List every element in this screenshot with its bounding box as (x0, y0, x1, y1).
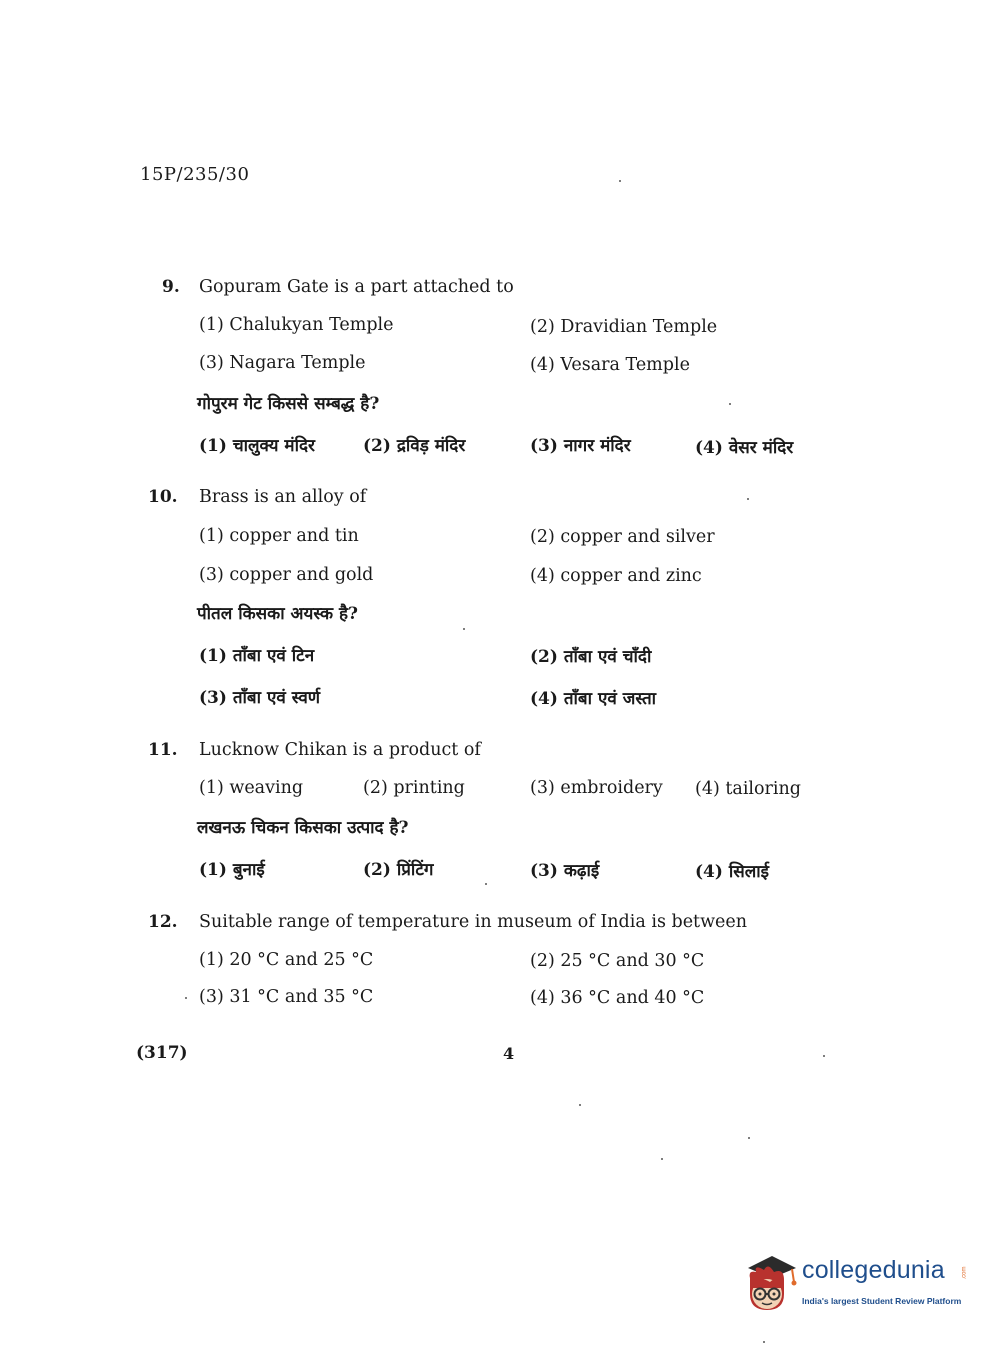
hindi-question-text: लखनऊ चिकन किसका उत्पाद है? (197, 818, 409, 838)
option-4: (4) Vesara Temple (530, 355, 690, 375)
option-3: (3) embroidery (530, 778, 663, 798)
option-1: (1) 20 °C and 25 °C (199, 950, 374, 970)
option-1: (1) weaving (199, 778, 304, 798)
question-number: 9. (162, 277, 180, 297)
mascot-icon (740, 1250, 800, 1318)
hindi-question-text: पीतल किसका अयस्क है? (197, 604, 358, 624)
hindi-option-4: (4) सिलाई (695, 862, 770, 882)
scan-speck (185, 997, 187, 999)
question-number: 12. (148, 912, 178, 932)
hindi-option-3: (3) नागर मंदिर (530, 436, 631, 456)
hindi-option-4: (4) वेसर मंदिर (695, 438, 794, 458)
option-2: (2) copper and silver (530, 527, 715, 547)
paper-code: 15P/235/30 (140, 164, 250, 185)
hindi-option-1: (1) बुनाई (199, 860, 265, 880)
scan-speck (579, 1104, 581, 1106)
logo-wordmark: collegedunia (802, 1256, 945, 1284)
logo-suffix: .com (961, 1266, 968, 1280)
hindi-option-3: (3) कढ़ाई (530, 861, 600, 881)
scan-speck (763, 1341, 765, 1343)
page-number: 4 (503, 1044, 515, 1063)
scan-speck (661, 1158, 663, 1160)
question-text: Suitable range of temperature in museum of India is between (199, 912, 748, 932)
scan-speck (823, 1055, 825, 1057)
booklet-code: (317) (136, 1043, 188, 1063)
option-2: (2) Dravidian Temple (530, 317, 718, 337)
option-3: (3) copper and gold (199, 565, 374, 585)
question-number: 10. (148, 487, 178, 507)
question-text: Lucknow Chikan is a product of (199, 740, 481, 760)
option-2: (2) 25 °C and 30 °C (530, 951, 705, 971)
option-3: (3) 31 °C and 35 °C (199, 987, 374, 1007)
option-1: (1) copper and tin (199, 526, 359, 546)
option-4: (4) copper and zinc (530, 566, 702, 586)
hindi-option-1: (1) चालुक्य मंदिर (199, 436, 315, 456)
collegedunia-logo (740, 1250, 970, 1322)
scan-speck (463, 628, 465, 630)
question-number: 11. (148, 740, 178, 760)
question-text: Gopuram Gate is a part attached to (199, 277, 514, 297)
scan-speck (748, 1137, 750, 1139)
scan-speck (485, 883, 487, 885)
hindi-option-2: (2) द्रविड़ मंदिर (363, 436, 466, 456)
hindi-option-2: (2) ताँबा एवं चाँदी (530, 647, 652, 667)
hindi-option-3: (3) ताँबा एवं स्वर्ण (199, 688, 321, 708)
hindi-option-4: (4) ताँबा एवं जस्ता (530, 689, 657, 709)
hindi-option-2: (2) प्रिंटिंग (363, 860, 434, 880)
scan-speck (747, 498, 749, 500)
option-3: (3) Nagara Temple (199, 353, 366, 373)
scan-speck (729, 403, 731, 405)
hindi-option-1: (1) ताँबा एवं टिन (199, 646, 315, 666)
option-4: (4) 36 °C and 40 °C (530, 988, 705, 1008)
option-2: (2) printing (363, 778, 465, 798)
option-1: (1) Chalukyan Temple (199, 315, 394, 335)
logo-tagline: India's largest Student Review Platform (802, 1296, 962, 1306)
question-text: Brass is an alloy of (199, 487, 367, 507)
scan-speck (619, 180, 621, 182)
hindi-question-text: गोपुरम गेट किससे सम्बद्ध है? (197, 394, 380, 414)
option-4: (4) tailoring (695, 779, 801, 799)
